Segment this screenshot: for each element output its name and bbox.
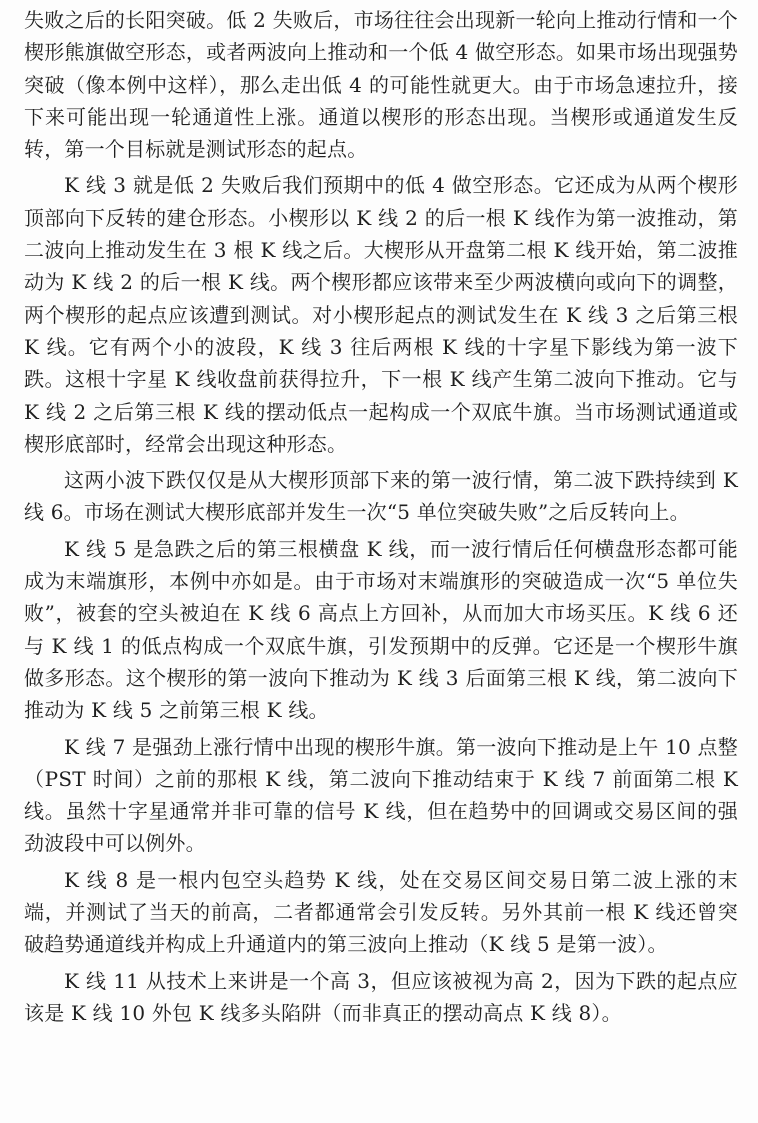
paragraph-6: K 线 8 是一根内包空头趋势 K 线，处在交易区间交易日第二波上涨的末端，并测试了当天的前高，二者都通常会引发反转。另外其前一根 K 线还曾突破趋势通道线并构成上升通道内的第三波向上推动（K 线 5 是第一波）。 [24,867,738,957]
paragraph-5: K 线 7 是强劲上涨行情中出现的楔形牛旗。第一波向下推动是上午 10 点整（PST 时间）之前的那根 K 线，第二波向下推动结束于 K 线 7 前面第二根 K 线。虽然十字星通常并非可靠的信号 K 线，但在趋势中的回调或交易区间的强劲波段中可以例外。 [24,734,738,856]
body-text [24,4,738,1033]
paragraph-1: 失败之后的长阳突破。低 2 失败后，市场往往会出现新一轮向上推动行情和一个楔形熊旗做空形态，或者两波向上推动和一个低 4 做空形态。如果市场出现强势突破（像本例中这样），那么走出低 4 的可能性就更大。由于市场急速拉升，接下来可能出现一轮通道性上涨。通道以楔形的形态出现。当楔形或通道发生反转，第一个目标就是测试形态的起点。 [24,8,738,162]
paragraph-4: K 线 5 是急跌之后的第三根横盘 K 线，而一波行情后任何横盘形态都可能成为末端旗形，本例中亦如是。由于市场对末端旗形的突破造成一次“5 单位失败”，被套的空头被迫在 K 线 6 高点上方回补，从而加大市场买压。K 线 6 还与 K 线 1 的低点构成一个双底牛旗，引发预期中的反弹。它还是一个楔形牛旗做多形态。这个楔形的第一波向下推动为 K 线 3 后面第三根 K 线，第二波向下推动为 K 线 5 之前第三根 K 线。 [24,536,738,723]
paragraph-3: 这两小波下跌仅仅是从大楔形顶部下来的第一波行情，第二波下跌持续到 K 线 6。市场在测试大楔形底部并发生一次“5 单位突破失败”之后反转向上。 [24,468,738,525]
paragraph-7: K 线 11 从技术上来讲是一个高 3，但应该被视为高 2，因为下跌的起点应该是 K 线 10 外包 K 线多头陷阱（而非真正的摆动高点 K 线 8）。 [24,968,738,1025]
paragraph-2: K 线 3 就是低 2 失败后我们预期中的低 4 做空形态。它还成为从两个楔形顶部向下反转的建仓形态。小楔形以 K 线 2 的后一根 K 线作为第一波推动，第二波向上推动发生在 3 根 K 线之后。大楔形从开盘第二根 K 线开始，第二波推动为 K 线 2 的后一根 K 线。两个楔形都应该带来至少两波横向或向下的调整，两个楔形的起点应该遭到测试。对小楔形起点的测试发生在 K 线 3 之后第三根 K 线。它有两个小的波段，K 线 3 往后两根 K 线的十字星下影线为第一波下跌。这根十字星 K 线收盘前获得拉升，下一根 K 线产生第二波向下推动。它与 K 线 2 之后第三根 K 线的摆动低点一起构成一个双底牛旗。当市场测试通道或楔形底部时，经常会出现这种形态。 [24,173,738,456]
